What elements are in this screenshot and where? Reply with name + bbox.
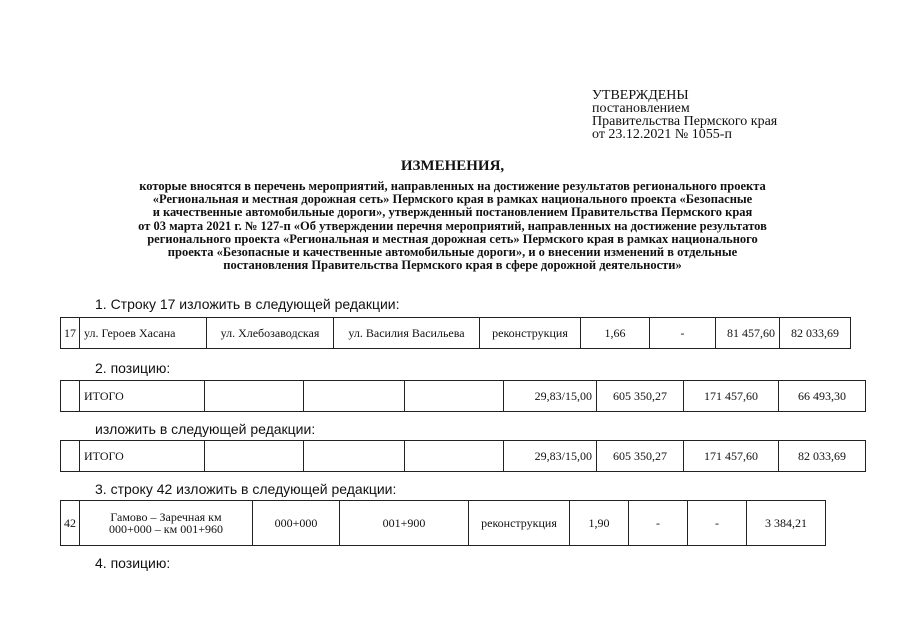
cell-value: -: [688, 501, 747, 546]
approval-stamp: [592, 89, 777, 141]
subheading-line: которые вносятся в перечень мероприятий, направленных на достижение результатов регионального проекта: [139, 179, 766, 193]
subheading-line: от 03 марта 2021 г. № 127-п «Об утверждении перечня мероприятий, направленных на достижение результатов: [138, 218, 767, 233]
cell-empty: [405, 381, 504, 412]
cell-value: 3 384,21: [747, 501, 826, 546]
cell-value: 81 457,60: [716, 318, 780, 349]
approval-date: от 23.12.2021 № 1055-п: [592, 127, 732, 142]
subheading-line: постановления Правительства Пермского края в сфере дорожной деятельности»: [223, 258, 682, 273]
table-row-17: [60, 317, 851, 349]
cell-value: 82 033,69: [780, 318, 851, 349]
step-1-text: 1. Строку 17 изложить в следующей редакции:: [95, 296, 400, 312]
cell-from: ул. Хлебозаводская: [207, 318, 334, 349]
cell-length: 1,66: [581, 318, 650, 349]
step-4-text: 4. позицию:: [95, 555, 171, 571]
cell-to: ул. Василия Васильева: [334, 318, 480, 349]
cell-number: [61, 441, 80, 472]
cell-value: 66 493,30: [779, 381, 866, 412]
approval-line: постановлением: [592, 101, 690, 116]
table-itogo-new: [60, 440, 866, 472]
cell-number: 42: [61, 501, 80, 546]
cell-total-label: ИТОГО: [80, 381, 205, 412]
cell-number: 17: [61, 318, 80, 349]
table-row: [61, 318, 851, 349]
cell-empty: [205, 441, 304, 472]
cell-value: -: [650, 318, 716, 349]
road-name-line: 000+000 – км 001+960: [109, 522, 223, 536]
cell-empty: [304, 441, 405, 472]
road-name-line: Гамово – Заречная км: [110, 510, 222, 524]
cell-from: 000+000: [253, 501, 340, 546]
cell-value: 605 350,27: [597, 381, 684, 412]
approval-line: Правительства Пермского края: [592, 114, 778, 129]
table-row-42: [60, 500, 826, 546]
cell-value: 171 457,60: [684, 441, 779, 472]
cell-empty: [405, 441, 504, 472]
cell-value: -: [629, 501, 688, 546]
table-row: [61, 501, 826, 546]
approval-title: УТВЕРЖДЕНЫ: [592, 88, 689, 103]
table-itogo-old: [60, 380, 866, 412]
subheading-line: «Региональная и местная дорожная сеть» Пермского края в рамках национального проекта «Безопасные: [152, 192, 753, 207]
step-2b-text: изложить в следующей редакции:: [95, 421, 316, 437]
table-row: [61, 381, 866, 412]
cell-empty: [205, 381, 304, 412]
cell-length: 29,83/15,00: [504, 381, 597, 412]
document-heading: ИЗМЕНЕНИЯ,: [400, 158, 505, 174]
cell-work-type: реконструкция: [469, 501, 570, 546]
cell-value: 82 033,69: [779, 441, 866, 472]
cell-empty: [304, 381, 405, 412]
table-row: [61, 441, 866, 472]
subheading-line: проекта «Безопасные и качественные автомобильные дороги», и о внесении изменений в отдельные: [167, 245, 738, 260]
cell-value: 171 457,60: [684, 381, 779, 412]
cell-length: 29,83/15,00: [504, 441, 597, 472]
cell-road-name: [80, 501, 253, 546]
cell-work-type: реконструкция: [480, 318, 581, 349]
cell-to: 001+900: [340, 501, 469, 546]
cell-street: ул. Героев Хасана: [80, 318, 207, 349]
document-subheading: [40, 180, 865, 272]
subheading-line: регионального проекта «Региональная и местная дорожная сеть» Пермского края в рамках национального: [147, 231, 758, 246]
cell-value: 605 350,27: [597, 441, 684, 472]
step-2-text: 2. позицию:: [95, 360, 171, 376]
cell-number: [61, 381, 80, 412]
step-3-text: 3. строку 42 изложить в следующей редакции:: [95, 481, 397, 497]
subheading-line: и качественные автомобильные дороги», утвержденный постановлением Правительства Пермского края: [152, 205, 753, 220]
cell-length: 1,90: [570, 501, 629, 546]
cell-total-label: ИТОГО: [80, 441, 205, 472]
